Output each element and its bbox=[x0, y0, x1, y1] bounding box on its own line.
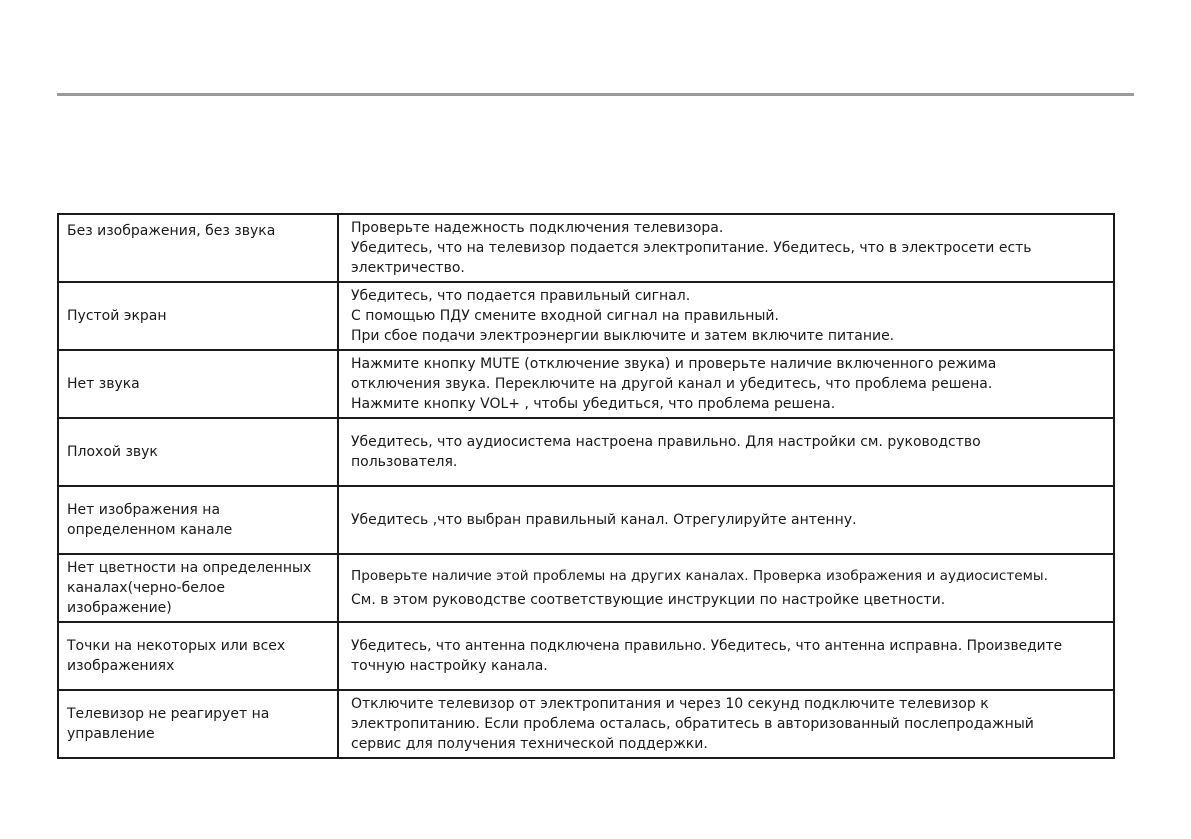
remedy-cell bbox=[338, 690, 1114, 758]
header-rule bbox=[57, 93, 1134, 96]
symptom-text: Нет звука bbox=[67, 376, 140, 392]
symptom-cell bbox=[58, 690, 338, 758]
remedy-line: Убедитесь, что антенна подключена правильно. Убедитесь, что антенна исправна. Произведите bbox=[351, 638, 1063, 654]
table-row bbox=[58, 622, 1114, 690]
remedy-line: Убедитесь, что аудиосистема настроена правильно. Для настройки см. руководство bbox=[351, 434, 981, 450]
remedy-line: См. в этом руководстве соответствующие инструкции по настройке цветности. bbox=[351, 592, 946, 608]
remedy-line: Нажмите кнопку VOL+ , чтобы убедиться, что проблема решена. bbox=[351, 396, 836, 412]
table-row bbox=[58, 418, 1114, 486]
symptom-cell bbox=[58, 486, 338, 554]
table-row bbox=[58, 350, 1114, 418]
remedy-line: При сбое подачи электроэнергии выключите и затем включите питание. bbox=[351, 328, 895, 344]
remedy-line: Проверьте наличие этой проблемы на других каналах. Проверка изображения и аудиосистемы. bbox=[351, 568, 1048, 584]
remedy-line: электричество. bbox=[351, 260, 465, 276]
remedy-line: сервис для получения технической поддержки. bbox=[351, 736, 708, 752]
remedy-cell bbox=[338, 350, 1114, 418]
table-row bbox=[58, 282, 1114, 350]
symptom-text: Телевизор не реагирует на управление bbox=[67, 706, 270, 742]
symptom-text: Точки на некоторых или всех изображениях bbox=[67, 638, 286, 674]
table-row bbox=[58, 554, 1114, 622]
symptom-text: Нет изображения на определенном канале bbox=[67, 502, 233, 538]
remedy-cell bbox=[338, 214, 1114, 282]
remedy-line: точную настройку канала. bbox=[351, 658, 548, 674]
remedy-line: Убедитесь ,что выбран правильный канал. Отрегулируйте антенну. bbox=[351, 512, 857, 528]
remedy-cell bbox=[338, 418, 1114, 486]
remedy-line: электропитанию. Если проблема осталась, обратитесь в авторизованный послепродажный bbox=[351, 716, 1034, 732]
symptom-cell bbox=[58, 350, 338, 418]
symptom-text: Без изображения, без звука bbox=[67, 223, 276, 239]
symptom-cell bbox=[58, 622, 338, 690]
remedy-line: Нажмите кнопку MUTE (отключение звука) и проверьте наличие включенного режима bbox=[351, 356, 997, 372]
remedy-line: С помощью ПДУ смените входной сигнал на правильный. bbox=[351, 308, 779, 324]
table-row bbox=[58, 214, 1114, 282]
symptom-cell bbox=[58, 554, 338, 622]
remedy-line: Убедитесь, что подается правильный сигнал. bbox=[351, 288, 691, 304]
remedy-line: пользователя. bbox=[351, 454, 458, 470]
table-row bbox=[58, 690, 1114, 758]
remedy-cell bbox=[338, 486, 1114, 554]
remedy-line: Отключите телевизор от электропитания и через 10 секунд подключите телевизор к bbox=[351, 696, 989, 712]
remedy-cell bbox=[338, 282, 1114, 350]
remedy-cell bbox=[338, 554, 1114, 622]
troubleshooting-table bbox=[57, 213, 1115, 759]
remedy-line: Проверьте надежность подключения телевизора. bbox=[351, 220, 724, 236]
remedy-line: отключения звука. Переключите на другой канал и убедитесь, что проблема решена. bbox=[351, 376, 993, 392]
symptom-text: Плохой звук bbox=[67, 444, 158, 460]
symptom-cell bbox=[58, 418, 338, 486]
table-row bbox=[58, 486, 1114, 554]
remedy-cell bbox=[338, 622, 1114, 690]
symptom-text: Нет цветности на определенных каналах(черно-белое изображение) bbox=[67, 560, 312, 616]
remedy-line: Убедитесь, что на телевизор подается электропитание. Убедитесь, что в электросети есть bbox=[351, 240, 1032, 256]
symptom-text: Пустой экран bbox=[67, 308, 167, 324]
symptom-cell bbox=[58, 214, 338, 282]
symptom-cell bbox=[58, 282, 338, 350]
